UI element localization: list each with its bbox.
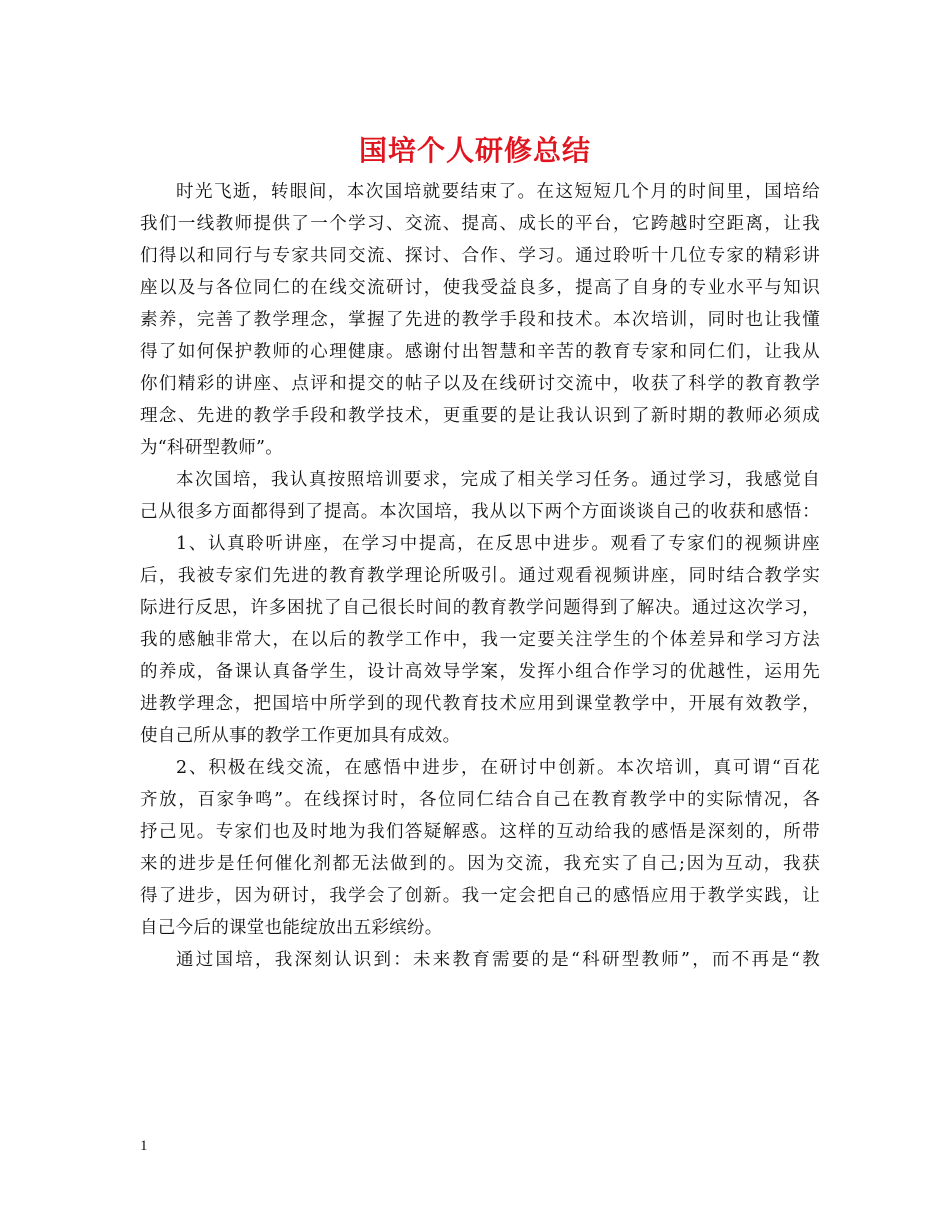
- text-line: 际进行反思，许多困扰了自己很长时间的教育教学问题得到了解决。通过这次学习，: [140, 598, 820, 618]
- text-line: 理念、先进的教学手段和教学技术，更重要的是让我认识到了新时期的教师必须成: [140, 406, 820, 426]
- text-line: 来的进步是任何催化剂都无法做到的。因为交流，我充实了自己;因为互动，我获: [140, 854, 820, 874]
- text-line: 后，我被专家们先进的教育教学理论所吸引。通过观看视频讲座，同时结合教学实: [140, 566, 820, 586]
- text-line: 进教学理念，把国培中所学到的现代教育技术应用到课堂教学中，开展有效教学，: [140, 694, 820, 714]
- text-line: 齐放，百家争鸣”。在线探讨时，各位同仁结合自己在教育教学中的实际情况，各: [140, 790, 820, 810]
- text-line: 自己今后的课堂也能绽放出五彩缤纷。: [140, 918, 443, 938]
- text-line: 的养成，备课认真备学生，设计高效导学案，发挥小组合作学习的优越性，运用先: [140, 662, 820, 682]
- text-line: 时光飞逝，转眼间，本次国培就要结束了。在这短短几个月的时间里，国培给: [176, 182, 820, 202]
- document-title: 国培个人研修总结: [358, 134, 591, 167]
- text-line: 我的感触非常大，在以后的教学工作中，我一定要关注学生的个体差异和学习方法: [140, 630, 820, 650]
- text-line: 得了如何保护教师的心理健康。感谢付出智慧和辛苦的教育专家和同仁们，让我从: [140, 342, 820, 362]
- text-line: 本次国培，我认真按照培训要求，完成了相关学习任务。通过学习，我感觉自: [176, 470, 820, 490]
- text-line: 你们精彩的讲座、点评和提交的帖子以及在线研讨交流中，收获了科学的教育教学: [140, 374, 820, 394]
- text-line: 座以及与各位同仁的在线交流研讨，使我受益良多，提高了自身的专业水平与知识: [140, 278, 820, 298]
- text-line: 们得以和同行与专家共同交流、探讨、合作、学习。通过聆听十几位专家的精彩讲: [140, 246, 820, 266]
- text-line: 抒己见。专家们也及时地为我们答疑解惑。这样的互动给我的感悟是深刻的，所带: [140, 822, 820, 842]
- text-line: 为“科研型教师”。: [140, 438, 284, 458]
- text-line: 我们一线教师提供了一个学习、交流、提高、成长的平台，它跨越时空距离，让我: [140, 214, 820, 234]
- document-body: [140, 176, 820, 976]
- text-line: 使自己所从事的教学工作更加具有成效。: [140, 726, 461, 746]
- page-number: 1: [140, 1138, 148, 1154]
- text-line: 己从很多方面都得到了提高。本次国培，我从以下两个方面谈谈自己的收获和感悟：: [140, 502, 820, 522]
- text-line: 通过国培，我深刻认识到：未来教育需要的是“科研型教师”，而不再是“教: [176, 950, 820, 970]
- text-line: 素养，完善了教学理念，掌握了先进的教学手段和技术。本次培训，同时也让我懂: [140, 310, 820, 330]
- text-line: 2、积极在线交流，在感悟中进步，在研讨中创新。本次培训，真可谓“百花: [176, 758, 820, 778]
- text-line: 得了进步，因为研讨，我学会了创新。我一定会把自己的感悟应用于教学实践，让: [140, 886, 820, 906]
- text-line: 1、认真聆听讲座，在学习中提高，在反思中进步。观看了专家们的视频讲座: [176, 534, 820, 554]
